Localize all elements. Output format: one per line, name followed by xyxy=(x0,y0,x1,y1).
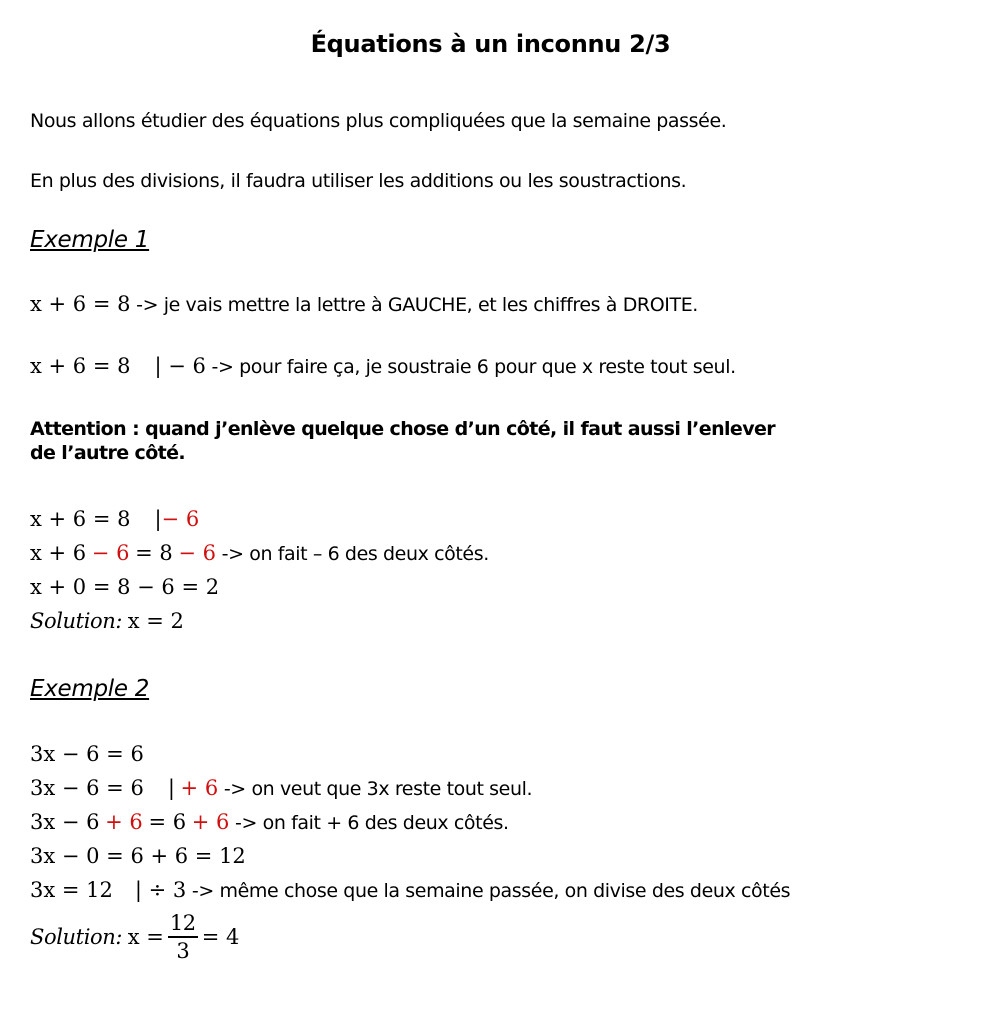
example-1-solution xyxy=(30,609,184,633)
intro-paragraph-1: Nous allons étudier des équations plus compliquées que la semaine passée. xyxy=(30,110,727,132)
fraction xyxy=(168,910,198,964)
equation: 3x − 0 = 6 + 6 = 12 xyxy=(30,844,246,868)
intro-paragraph-2: En plus des divisions, il faudra utiliser les additions ou les soustractions. xyxy=(30,170,687,192)
example-1-step-1 xyxy=(30,507,199,531)
equation: x + 6 = 8 xyxy=(30,292,131,316)
explanation: -> on veut que 3x reste tout seul. xyxy=(218,778,533,800)
operation: | ÷ 3 xyxy=(134,878,187,902)
example-2-line-5 xyxy=(30,878,790,902)
example-2-line-4 xyxy=(30,844,246,868)
operation: | − 6 xyxy=(154,354,206,378)
red-operation: − 6 xyxy=(161,507,200,531)
attention-line-1: Attention : quand j’enlève quelque chose d’un côté, il faut aussi l’enlever xyxy=(30,418,776,440)
fraction-denominator: 3 xyxy=(176,939,190,963)
equation: x + 6 = 8 xyxy=(30,507,131,531)
equation-part: = 6 xyxy=(148,810,187,834)
page-title: Équations à un inconnu 2/3 xyxy=(310,30,671,58)
solution-value: x = 2 xyxy=(127,609,184,633)
example-2-heading: Exemple 2 xyxy=(30,676,150,702)
example-2-line-2 xyxy=(30,776,532,800)
equation-part: x + 6 xyxy=(30,541,87,565)
red-operation: − 6 xyxy=(178,541,216,565)
equation-part: 3x − 6 xyxy=(30,810,100,834)
example-1-line-1 xyxy=(30,292,698,316)
example-1-line-2 xyxy=(30,354,736,378)
equation: x + 0 = 8 − 6 = 2 xyxy=(30,575,220,599)
example-2-line-3 xyxy=(30,810,509,834)
bar: | xyxy=(154,507,162,531)
solution-lhs: x = xyxy=(127,925,164,949)
attention-line-2: de l’autre côté. xyxy=(30,442,186,464)
equation: 3x − 6 = 6 xyxy=(30,742,144,766)
equation: 3x − 6 = 6 xyxy=(30,776,144,800)
example-1-step-2 xyxy=(30,541,489,565)
red-operation: + 6 xyxy=(191,810,230,834)
equation: x + 6 = 8 xyxy=(30,354,131,378)
solution-rhs: = 4 xyxy=(201,925,240,949)
explanation: -> on fait + 6 des deux côtés. xyxy=(229,812,509,834)
fraction-numerator: 12 xyxy=(168,910,198,938)
explanation: -> je vais mettre la lettre à GAUCHE, et les chiffres à DROITE. xyxy=(130,294,698,316)
explanation: -> on fait – 6 des deux côtés. xyxy=(216,543,489,565)
solution-label: Solution: xyxy=(30,925,123,949)
explanation: -> pour faire ça, je soustraie 6 pour que x reste tout seul. xyxy=(205,356,736,378)
example-2-solution xyxy=(30,910,239,964)
red-operation: + 6 xyxy=(180,776,219,800)
solution-label: Solution: xyxy=(30,609,123,633)
bar: | xyxy=(167,776,175,800)
red-operation: + 6 xyxy=(105,810,143,834)
equation: 3x = 12 xyxy=(30,878,113,902)
explanation: -> même chose que la semaine passée, on divise des deux côtés xyxy=(186,880,791,902)
red-operation: − 6 xyxy=(91,541,130,565)
example-1-heading: Exemple 1 xyxy=(30,227,150,253)
equation-part: = 8 xyxy=(135,541,173,565)
example-2-line-1 xyxy=(30,742,144,766)
example-1-step-3 xyxy=(30,575,219,599)
